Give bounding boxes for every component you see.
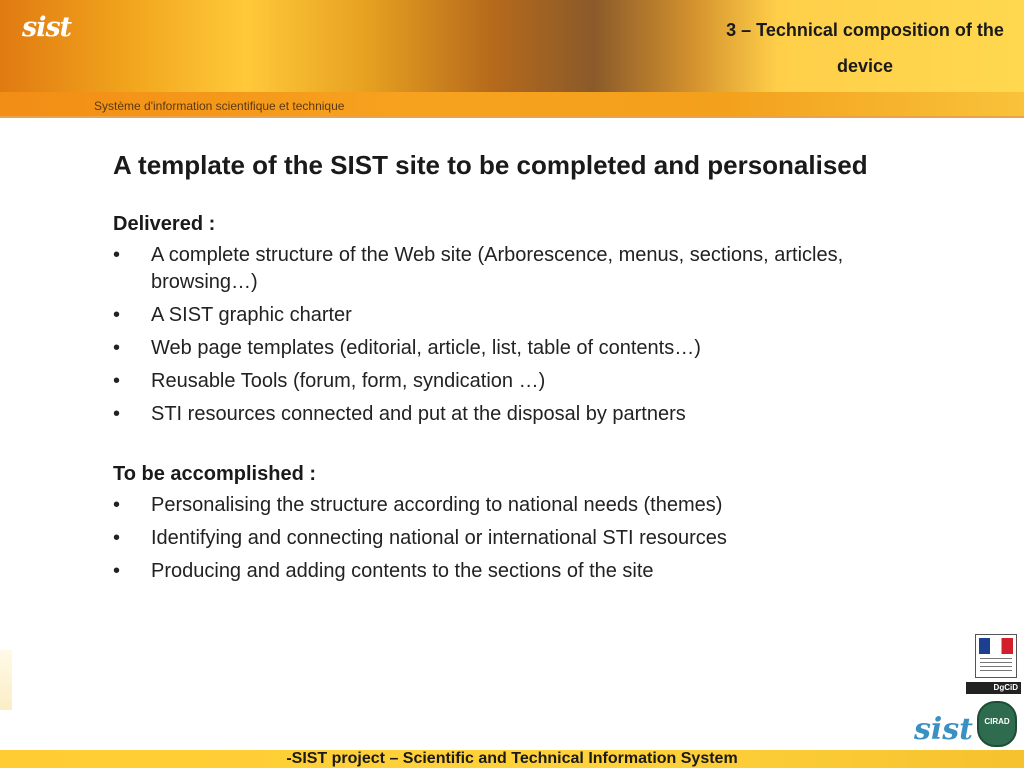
tricolor-icon: [979, 638, 1013, 654]
slide-heading: A template of the SIST site to be completed and personalised: [113, 150, 868, 180]
footer-text: -SIST project – Scientific and Technical Information System: [286, 750, 738, 767]
bullet-icon: •: [113, 527, 121, 549]
list-item: • Producing and adding contents to the sections of the site: [113, 558, 873, 585]
list-item: • A SIST graphic charter: [113, 302, 873, 329]
bullet-icon: •: [113, 494, 121, 516]
delivered-title: Delivered :: [113, 213, 216, 235]
bullet-icon: •: [113, 370, 121, 392]
sist-logo-footer: sist: [914, 712, 974, 747]
banner-divider: [0, 116, 1024, 118]
list-item: • Reusable Tools (forum, form, syndication …): [113, 368, 873, 395]
todo-title: To be accomplished :: [113, 463, 316, 485]
text-lines-icon: [980, 658, 1012, 672]
bullet-icon: •: [113, 403, 121, 425]
sist-logo-header: sist: [22, 12, 72, 43]
section-title: 3 – Technical composition of the device: [726, 20, 1004, 76]
cirad-logo: CIRAD: [977, 701, 1017, 747]
list-item: • STI resources connected and put at the disposal by partners: [113, 401, 873, 428]
french-republic-logo: [975, 634, 1017, 678]
todo-list: [113, 492, 873, 585]
dgcid-logo: DgCiD: [966, 682, 1021, 694]
list-item: • Personalising the structure according to national needs (themes): [113, 492, 873, 519]
bullet-icon: •: [113, 337, 121, 359]
delivered-list: [113, 242, 873, 428]
list-item: • Identifying and connecting national or international STI resources: [113, 525, 873, 552]
banner-subtitle: Système d'information scientifique et technique: [94, 99, 345, 113]
footer-bar: [0, 750, 1024, 768]
slide-content: [113, 148, 873, 591]
header-banner: [0, 0, 1024, 118]
bullet-icon: •: [113, 560, 121, 582]
bullet-icon: •: [113, 304, 121, 326]
list-item: • Web page templates (editorial, article, list, table of contents…): [113, 335, 873, 362]
decorative-swirl: [0, 650, 12, 710]
list-item: • A complete structure of the Web site (Arborescence, menus, sections, articles, browsing…): [113, 244, 844, 293]
bullet-icon: •: [113, 244, 121, 266]
